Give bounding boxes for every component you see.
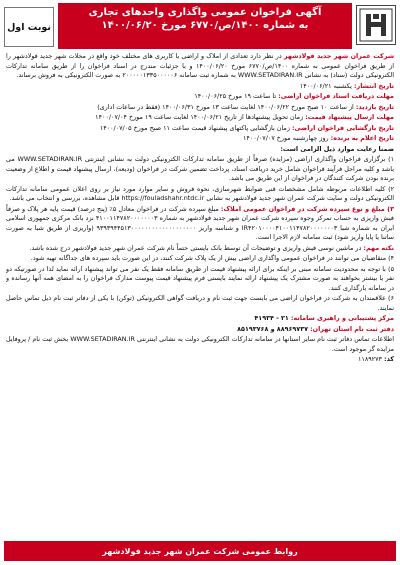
note-text: در ماشین نوسی فیش واریزی و توضیحات آن توسط بانک بایستی حتماً نام شرکت عمران شهر جدید فولادشهر درج شده باشد.: [29, 243, 362, 252]
visit-label: تاریخ بازدید:: [355, 102, 394, 111]
conditions-title: ضمنا رعایت موارد ذیل الزامی است:: [280, 144, 394, 153]
footer-text: روابط عمومی شرکت عمران شهر جدید فولادشهر: [102, 546, 298, 556]
doc-deadline-value: تا ساعت ۱۹ مورخ ۱۴۰۰/۰۶/۲۵: [194, 92, 277, 100]
intro-text: در نظر دارد تعدادی از املاک و اراضی با کاربری های مختلف خود واقع در محلات شهر جدید فولادشهر را از طریق فراخوان عمومی به شماره ۱۴۰۰/ص/۶۷۷۰ مورخ ۱۴۰۰/۰۶/۲۰ و با جزئیات مندرج در اسناد فراخوان را از طریق سامانه تدارکات الکترونیکی دولت (ستاد) به نشانی WWW.SETADIRAN.IR به شماره ثبت سامانه ۲۰۰۰۰۰۱۳۳۵۰۰۰۰۰۶ به صورت الکترونیکی به فروش برساند.: [6, 52, 394, 79]
round-badge: [4, 7, 54, 47]
submit-label: مهلت ارسال پیشنهاد قیمت:: [305, 113, 394, 121]
winner-label: تاریخ اعلام به برنده:: [330, 134, 394, 142]
support-value: ۲۱ - ۴۱۹۳۴: [254, 314, 289, 322]
office-label: دفتر ثبت نام استان تهران:: [310, 324, 394, 333]
tehran-office: [6, 325, 394, 335]
condition-item-4: ۴) متقاضیان می توانند در فراخوان عمومی واگذاری اراضی بیش از یک پلاک شرکت کنند، در این صورت باید سپرده های جداگانه تهیه شود.: [30, 254, 394, 262]
title-line1: آگهی فراخوان عمومی واگذاری واحدهای تجاری: [88, 7, 322, 18]
condition-item-6: ۶) علاقمندان به شرکت در فراخوان اراضی می بایست جهت ثبت نام و دریافت گواهی الکترونیکی (توکن) با یکی از دفاتر ثبت نام ذیل تماس حاصل نمایند.: [6, 294, 394, 312]
code-label: کد:: [384, 355, 394, 363]
submit-value: زمان تحویل پیشنهادها از تاریخ ۱۴۰۰/۰۶/۲۱ لغایت ساعت ۱۹ مورخ ۱۴۰۰/۰۷/۰۴: [95, 113, 304, 121]
condition-item-1: ۱) برگزاری فراخوان واگذاری اراضی (مزایده) صرفاً از طریق سامانه تدارکات الکترونیکی دولت به نشانی اینترنتی WWW.SETADIRAN.IR می باشد و کلیه مراحل فرآیند فراخوان شامل خرید دریافت اسناد، پرداخت تضمین شرکت در فراخوان (ودیعه)، ارسال پیشنهاد قیمت و اطلاع از وضعیت برنده بودن شرکت کنندگان در فراخوان از این طریق می باشد.: [6, 155, 394, 182]
final-paragraph: اطلاعات تماس دفاتر ثبت نام سایر استانها در سامانه تدارکات الکترونیکی دولت به نشانی اینترنتی WWW.SETADIRAN.IR بخش ثبت نام / پروفایل مزایده گر موجود است.: [6, 335, 394, 353]
ad-code: [6, 355, 394, 365]
office-value: ۸۸۹۶۹۷۳۷ و ۸۵۱۹۳۷۶۸: [237, 324, 309, 333]
submit-deadline: [6, 113, 394, 123]
opening-date: [6, 124, 394, 134]
important-note: [6, 244, 394, 254]
support-center: [6, 314, 394, 324]
item3-label: ۳) مبلغ و نوع سپرده شرکت در فراخوان عمومی املاک:: [220, 204, 394, 213]
publish-label: تاریخ انتشار:: [353, 81, 394, 90]
condition-item-5: ۵) با توجه به محدودیت سامانه مبنی بر اینکه برای ارائه پیشنهاد قیمت از طریق سامانه فقط یک نفر می تواند پیشنهاد ارائه نماید لذا در صورتیکه دو نفر یا بیشتر بخواهند به صورت مشترک یک پیشنهاد ارائه نمایند بایستی فرم پیشنهاد قیمت پیوست مدارک فراخوان را به امضای همه آنها رسانده و در سامانه بارگذاری کنند.: [6, 264, 394, 292]
intro-paragraph: [6, 52, 394, 81]
doc-deadline-label: مهلت دریافت اسناد فراخوان اراضی:: [278, 92, 394, 100]
title-banner: [58, 3, 352, 49]
doc-deadline: [6, 92, 394, 102]
badge-text: نوبت اول: [7, 21, 51, 33]
publish-date: [6, 82, 394, 92]
condition-item-2: ۲) کلیه اطلاعات مربوطه شامل مشخصات فنی ضوابط شهرسازی، نحوه فروش و سایر موارد مورد نیاز بر روی اعلان عمومی سامانه تدارکات الکترونیکی دولت و سایت شرکت عمران شهر جدید فولادشهر به نشانی https://fouladshahr.ntdc.ir قابل مشاهده، بررسی و انتخاب می باشد.: [6, 184, 394, 202]
winner-date: [6, 134, 394, 144]
title-line2: به شماره ۱۴۰۰/ص/۶۷۷۰ مورخ ۱۴۰۰/۰۶/۲۰: [101, 20, 309, 31]
support-label: مرکز پشتیبانی و راهبری سامانه:: [290, 314, 394, 322]
opening-value: زمان بازگشایی پاکتهای پیشنهاد قیمت ساعت ۱۱ صبح مورخ ۱۴۰۰/۰۷/۰۵: [99, 123, 290, 132]
header: [4, 3, 396, 49]
announcement-body: [6, 52, 394, 533]
visit-value: از ساعت ۱۰ صبح مورخ ۱۴۰۰/۰۶/۲۲ لغایت ساعت ۱۳ مورخ ۱۴۰۰/۰۶/۳۱ (فقط در ساعات اداری): [97, 102, 354, 111]
item3-text: مبلغ سپرده شرکت در فراخوان معادل ۵٪ (پنج درصد) قیمت پایه هر پلاک و صرفاً فیش واریزی به حساب تمرکز وجوه سپرده شرکت عمران شهر جدید فولادشهر به شماره ۴۱۰۰۱۱۴۷۸۲۰۰۰۰۰۰۰۳ نزد بانک مرکزی جمهوری اسلامی ایران به شماره شبا IR۴۲۰۱۰۰۰۰۴۱۰۰۱۱۴۷۸۲۰۰۰۰۰۰۰۳ و شناسه واریز ۹۳۹۳۹۴۴۵۱۳۰۰۰۰۰۰۰۰۰۰۰۰۰۰۰۰۰۰۰ (واریزی از طریق شبا به صورت ساتنا یا پایا واریز شود) ثبت سامانه لازم الاجرا است.: [6, 204, 394, 241]
note-label: نکته مهم:: [363, 243, 394, 252]
visit-date: [6, 103, 394, 113]
winner-value: روز چهارشنبه مورخ ۱۴۰۰/۰۷/۰۷: [242, 134, 329, 142]
opening-label: تاریخ بازگشایی فراخوان اراضی:: [292, 123, 394, 132]
intro-company: شرکت عمران شهر جدید فولادشهر: [283, 52, 394, 60]
footer-banner: [4, 541, 396, 561]
condition-item-3: [6, 205, 394, 243]
publish-value: یکشنبه ۱۴۰۰/۰۶/۲۱: [299, 81, 352, 90]
code-value: ۱۱۸۹۲۷۳: [357, 355, 382, 363]
company-logo-icon: [356, 5, 396, 45]
